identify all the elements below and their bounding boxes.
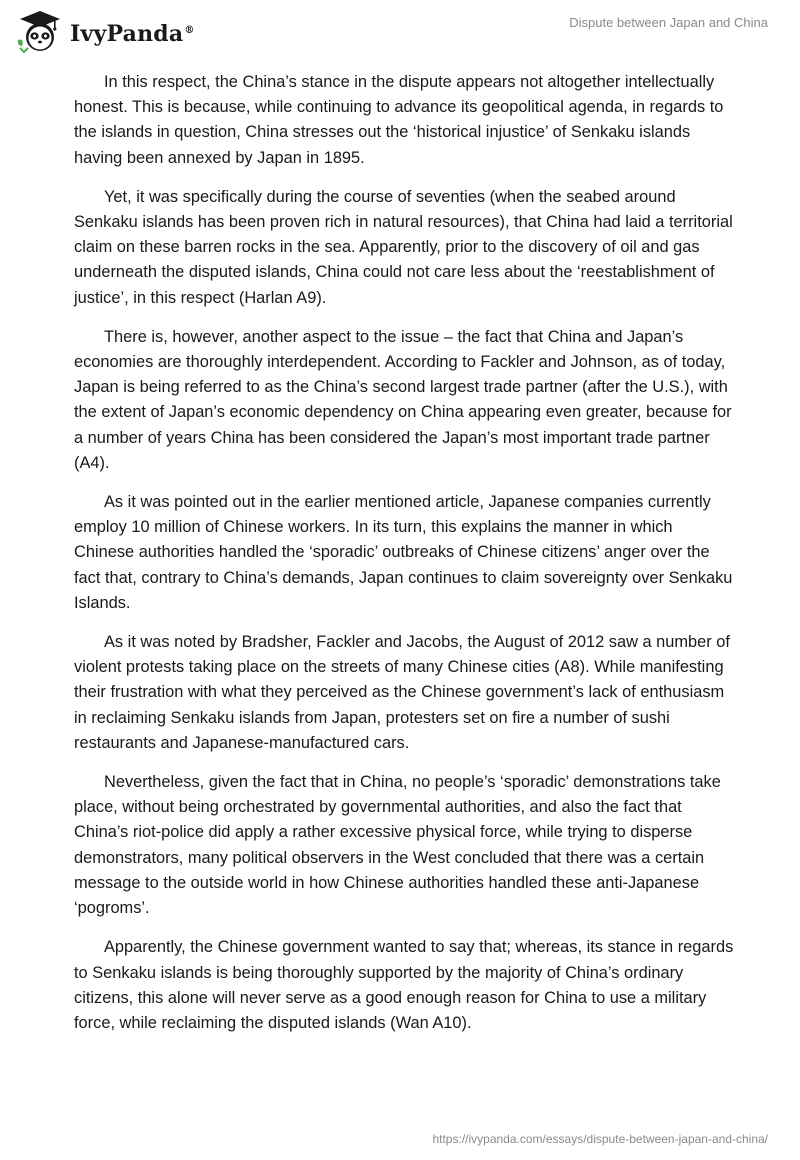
essay-body — [74, 70, 734, 1050]
brand-name: IvyPanda® — [70, 21, 195, 47]
paragraph-1: In this respect, the China’s stance in the dispute appears not altogether intellectually honest. This is because, while continuing to advance its geopolitical agenda, in regards to the islands in question, China stresses out the ‘historical injustice’ of Senkaku islands having been annexed by Japan in 1895. — [74, 73, 724, 167]
paragraph-2: Yet, it was specifically during the course of seventies (when the seabed around Senkaku islands has been proven rich in natural resources), that China had laid a territorial claim on these barren rocks in the sea. Apparently, prior to the discovery of oil and gas underneath the disputed islands, China could not care less about the ‘reestablishment of justice’, in this respect (Harlan A9). — [74, 187, 733, 307]
registered-mark: ® — [184, 24, 195, 36]
source-url[interactable]: https://ivypanda.com/essays/dispute-between-japan-and-china/ — [432, 1132, 768, 1146]
paragraph-3: There is, however, another aspect to the issue – the fact that China and Japan’s economies are thoroughly interdependent. According to Fackler and Johnson, as of today, Japan is being referred to as the China’s second largest trade partner (after the U.S.), with the extent of Japan’s economic dependency on China appearing even greater, because for a number of years China has been considered the Japan’s most important trade partner (A4). — [74, 327, 732, 472]
brand-logo[interactable] — [14, 8, 195, 56]
paragraph-6: Nevertheless, given the fact that in China, no people’s ‘sporadic’ demonstrations take place, without being orchestrated by governmental authorities, and also the fact that China’s riot-police did apply a rather excessive physical force, while trying to disperse demonstrators, many political observers in the West concluded that there was a certain message to the outside world in how Chinese authorities handled these anti-Japanese ‘pogroms’. — [74, 773, 721, 918]
panda-graduation-cap-icon — [14, 8, 66, 56]
paragraph-7: Apparently, the Chinese government wanted to say that; whereas, its stance in regards to Senkaku islands is being thoroughly supported by the majority of China’s ordinary citizens, this alone will never serve as a good enough reason for China to use a military force, while reclaiming the disputed islands (Wan A10). — [74, 938, 734, 1032]
document-title: Dispute between Japan and China — [569, 15, 768, 30]
paragraph-5: As it was noted by Bradsher, Fackler and Jacobs, the August of 2012 saw a number of violent protests taking place on the streets of many Chinese cities (A8). While manifesting their frustration with what they perceived as the Chinese government’s lack of enthusiasm in reclaiming Senkaku islands from Japan, protesters set on fire a number of sushi restaurants and Japanese-manufactured cars. — [74, 633, 730, 752]
page-header — [0, 0, 800, 64]
paragraph-4: As it was pointed out in the earlier mentioned article, Japanese companies currently employ 10 million of Chinese workers. In its turn, this explains the manner in which Chinese authorities handled the ‘sporadic’ outbreaks of Chinese citizens’ anger over the fact that, contrary to China’s demands, Japan continues to claim sovereignty over Senkaku Islands. — [74, 493, 733, 612]
